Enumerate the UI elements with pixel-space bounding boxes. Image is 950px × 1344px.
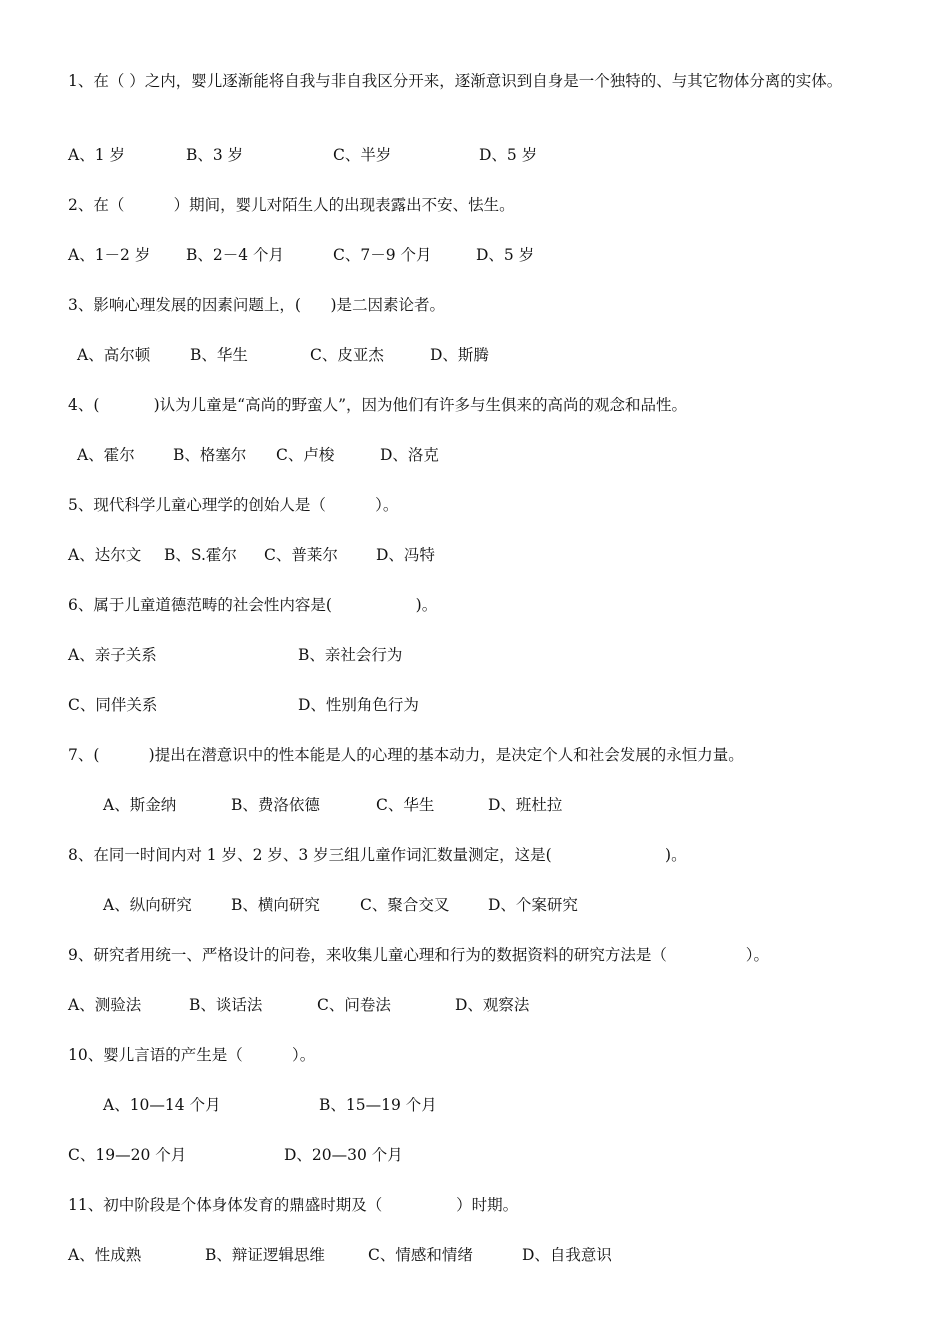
question-2-option-a: A、1－2 岁 — [68, 246, 151, 264]
question-3-option-d: D、斯腾 — [430, 346, 489, 364]
question-11-option-d: D、自我意识 — [522, 1246, 612, 1264]
question-7-option-d: D、班杜拉 — [488, 796, 563, 814]
question-8-option-b: B、横向研究 — [231, 896, 320, 914]
question-2-stem: 2、在（ ）期间，婴儿对陌生人的出现表露出不安、怯生。 — [68, 196, 515, 214]
question-7-option-c: C、华生 — [376, 796, 435, 814]
question-6-option-b: B、亲社会行为 — [298, 646, 403, 664]
question-9-option-c: C、问卷法 — [317, 996, 391, 1014]
question-11-stem: 11、初中阶段是个体身体发育的鼎盛时期及（ ）时期。 — [68, 1196, 519, 1214]
question-2-option-d: D、5 岁 — [476, 246, 535, 264]
question-11-option-a: A、性成熟 — [68, 1246, 142, 1264]
question-4-option-d: D、洛克 — [380, 446, 439, 464]
question-3-option-a: A、高尔顿 — [77, 346, 151, 364]
question-9-option-a: A、测验法 — [68, 996, 142, 1014]
question-1-stem: 1、在（ ）之内，婴儿逐渐能将自我与非自我区分开来，逐渐意识到自身是一个独特的、与其它物体分离的实体。 — [68, 72, 843, 90]
question-8-option-c: C、聚合交叉 — [360, 896, 450, 914]
question-1-option-d: D、5 岁 — [479, 146, 538, 164]
question-5-option-d: D、冯特 — [376, 546, 435, 564]
question-11-option-c: C、情感和情绪 — [368, 1246, 473, 1264]
question-4-option-b: B、格塞尔 — [173, 446, 247, 464]
question-10-stem: 10、婴儿言语的产生是（ ）。 — [68, 1046, 316, 1064]
question-7-option-a: A、斯金纳 — [103, 796, 177, 814]
question-9-option-d: D、观察法 — [455, 996, 530, 1014]
question-6-option-a: A、亲子关系 — [68, 646, 157, 664]
question-11-option-b: B、辩证逻辑思维 — [205, 1246, 325, 1264]
question-10-option-c: C、19—20 个月 — [68, 1146, 187, 1164]
question-6-option-d: D、性别角色行为 — [298, 696, 419, 714]
question-5-option-c: C、普莱尔 — [264, 546, 338, 564]
question-3-stem: 3、影响心理发展的因素问题上，( )是二因素论者。 — [68, 296, 446, 314]
question-4-option-c: C、卢梭 — [276, 446, 335, 464]
question-6-option-c: C、同伴关系 — [68, 696, 158, 714]
question-10-option-b: B、15—19 个月 — [319, 1096, 437, 1114]
question-3-option-c: C、皮亚杰 — [310, 346, 384, 364]
question-5-stem: 5、现代科学儿童心理学的创始人是（ ）。 — [68, 496, 399, 514]
question-7-stem: 7、( )提出在潜意识中的性本能是人的心理的基本动力，是决定个人和社会发展的永恒力量。 — [68, 746, 744, 764]
question-7-option-b: B、费洛依德 — [231, 796, 320, 814]
question-8-option-a: A、纵向研究 — [103, 896, 192, 914]
question-9-stem: 9、研究者用统一、严格设计的问卷，来收集儿童心理和行为的数据资料的研究方法是（ ）。 — [68, 946, 769, 964]
question-4-stem: 4、( )认为儿童是“高尚的野蛮人”，因为他们有许多与生俱来的高尚的观念和品性。 — [68, 396, 688, 414]
question-10-option-a: A、10—14 个月 — [103, 1096, 221, 1114]
question-10-option-d: D、20—30 个月 — [284, 1146, 403, 1164]
question-2-option-c: C、7－9 个月 — [333, 246, 432, 264]
question-1-option-b: B、3 岁 — [186, 146, 244, 164]
question-5-option-b: B、S.霍尔 — [164, 546, 237, 564]
question-4-option-a: A、霍尔 — [77, 446, 135, 464]
question-1-option-c: C、半岁 — [333, 146, 392, 164]
question-1-option-a: A、1 岁 — [68, 146, 125, 164]
question-3-option-b: B、华生 — [190, 346, 248, 364]
question-8-stem: 8、在同一时间内对 1 岁、2 岁、3 岁三组儿童作词汇数量测定，这是( )。 — [68, 846, 687, 864]
question-2-option-b: B、2－4 个月 — [186, 246, 285, 264]
question-9-option-b: B、谈话法 — [189, 996, 263, 1014]
question-5-option-a: A、达尔文 — [68, 546, 142, 564]
question-6-stem: 6、属于儿童道德范畴的社会性内容是( )。 — [68, 596, 438, 614]
question-8-option-d: D、个案研究 — [488, 896, 578, 914]
